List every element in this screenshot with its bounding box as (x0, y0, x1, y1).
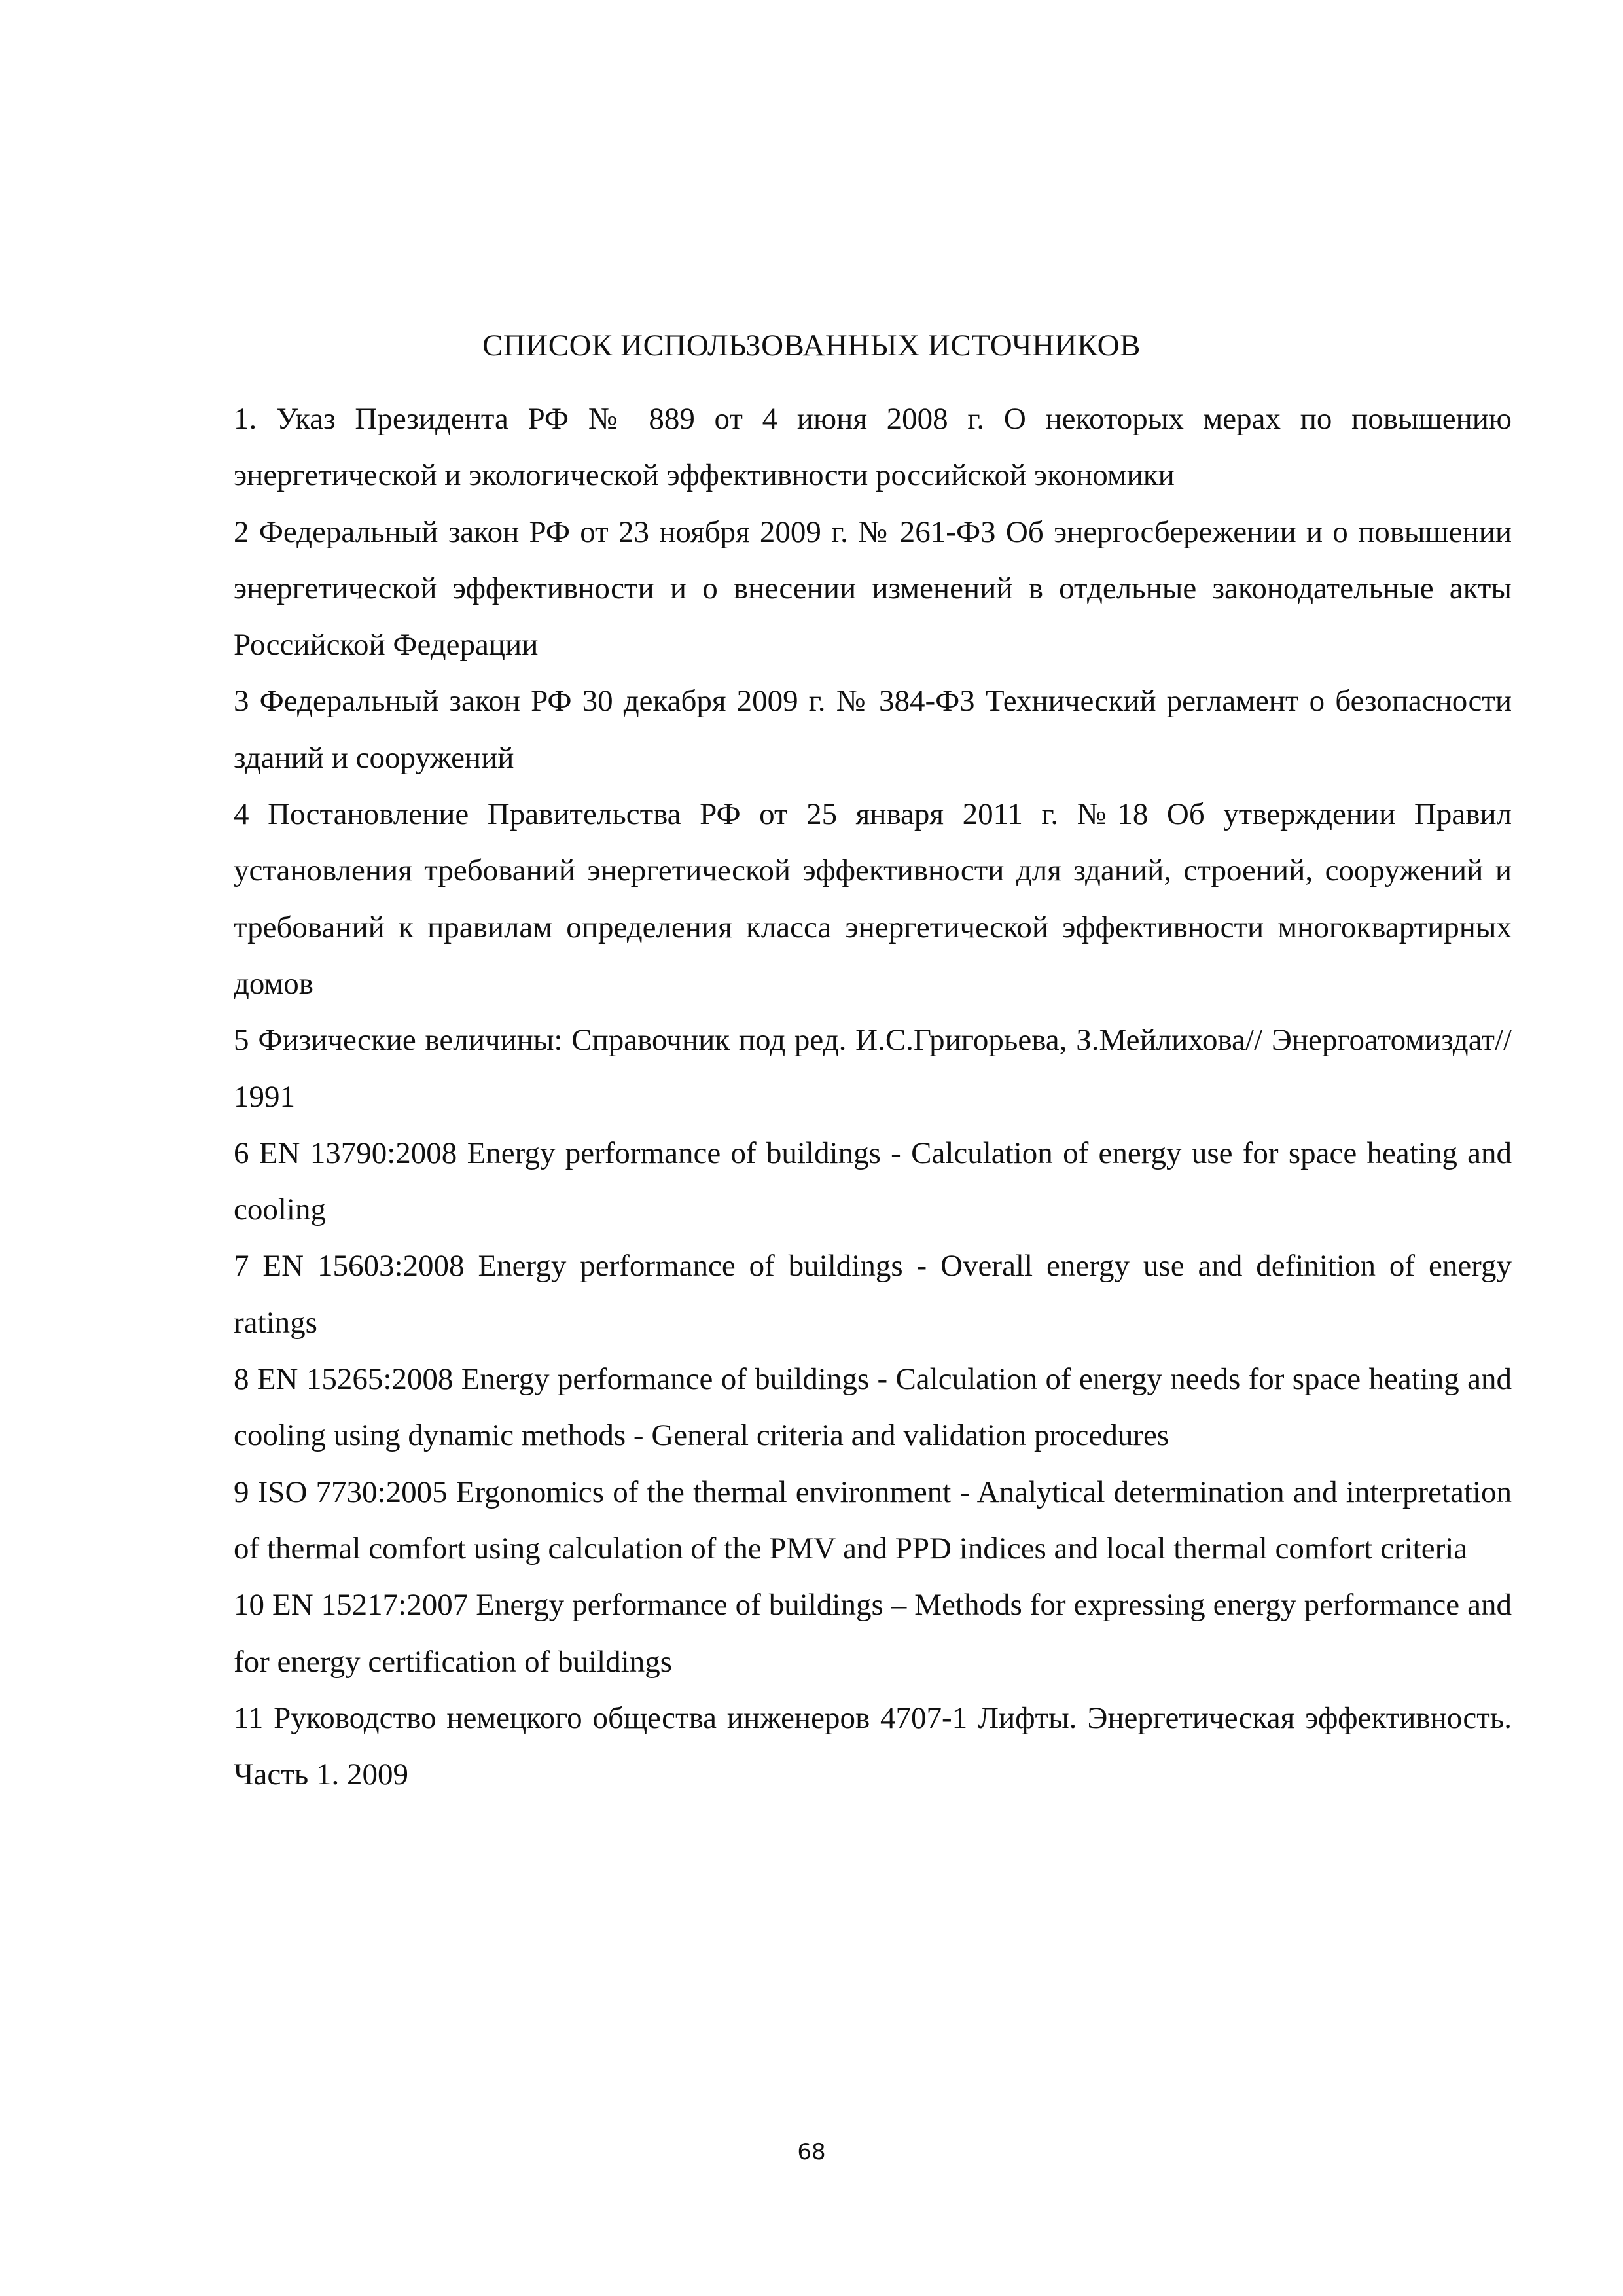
reference-item: 3 Федеральный закон РФ 30 декабря 2009 г. № 384-ФЗ Технический регламент о безопасности зданий и сооружений (234, 684, 1512, 775)
reference-item: 7 EN 15603:2008 Energy performance of buildings - Overall energy use and definition of energy ratings (234, 1249, 1512, 1340)
reference-item: 5 Физические величины: Справочник под ред. И.С.Григорьева, З.Мейлихова// Энергоатомиздат// 1991 (234, 1023, 1512, 1114)
reference-item: 11 Руководство немецкого общества инженеров 4707-1 Лифты. Энергетическая эффективность. Часть 1. 2009 (234, 1700, 1512, 1792)
reference-item: 9 ISO 7730:2005 Ergonomics of the thermal environment - Analytical determination and interpretation of thermal comfort using calculation of the PMV and PPD indices and local thermal comfort criteria (234, 1475, 1512, 1566)
page-number: 68 (797, 2139, 826, 2165)
reference-list (234, 391, 1512, 1803)
reference-item: 10 EN 15217:2007 Energy performance of buildings – Methods for expressing energy performance and for energy certification of buildings (234, 1588, 1512, 1679)
reference-item: 6 EN 13790:2008 Energy performance of buildings - Calculation of energy use for space heating and cooling (234, 1136, 1512, 1227)
reference-item: 1. Указ Президента РФ № 889 от 4 июня 2008 г. О некоторых мерах по повышению энергетической и экологической эффективности российской экономики (234, 402, 1512, 493)
page-title: СПИСОК ИСПОЛЬЗОВАННЫХ ИСТОЧНИКОВ (482, 329, 1141, 363)
reference-item: 8 EN 15265:2008 Energy performance of buildings - Calculation of energy needs for space heating and cooling using dynamic methods - General criteria and validation procedures (234, 1362, 1512, 1453)
reference-item: 4 Постановление Правительства РФ от 25 января 2011 г. №18 Об утверждении Правил установления требований энергетической эффективности для зданий, строений, сооружений и требований к правилам определения класса энергетической эффективности многоквартирных домов (234, 797, 1512, 1001)
reference-item: 2 Федеральный закон РФ от 23 ноября 2009 г. № 261-ФЗ Об энергосбережении и о повышении энергетической эффективности и о внесении изменений в отдельные законодательные акты Российской Федерации (234, 514, 1512, 662)
